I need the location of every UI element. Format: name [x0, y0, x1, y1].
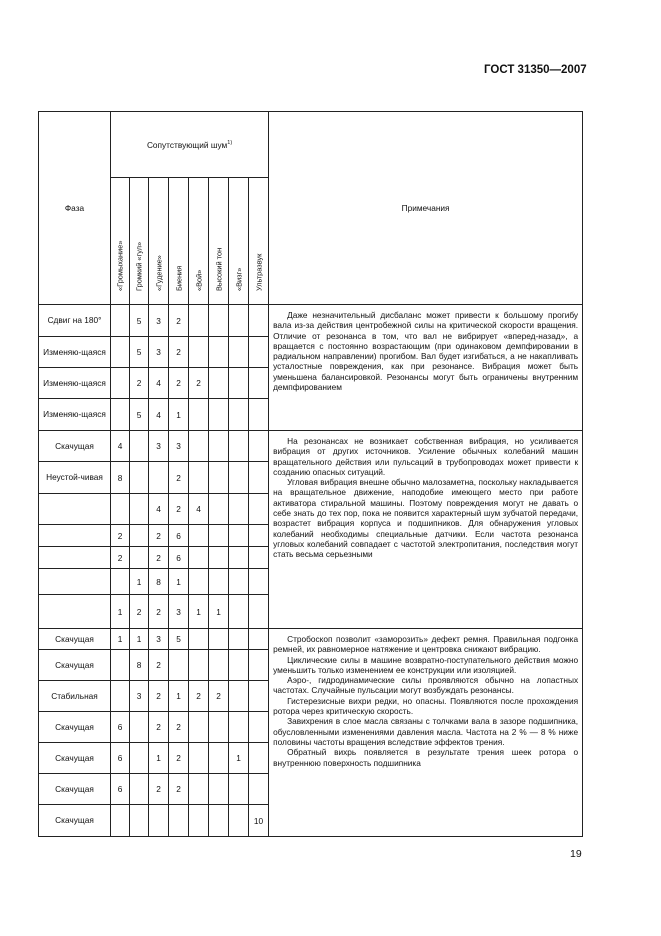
noise-value-cell — [249, 743, 269, 774]
noise-value-cell: 6 — [111, 743, 130, 774]
noise-value-cell: 2 — [169, 712, 189, 743]
noise-value-cell — [130, 547, 149, 569]
noise-value-cell — [229, 399, 249, 431]
noise-value-cell — [229, 650, 249, 681]
noise-value-cell — [189, 569, 209, 595]
noise-value-cell — [130, 431, 149, 462]
phase-cell: Скачущая — [39, 743, 111, 774]
noise-value-cell — [229, 494, 249, 525]
noise-value-cell — [209, 569, 229, 595]
noise-value-cell: 2 — [111, 525, 130, 547]
noise-value-cell — [111, 337, 130, 368]
note-paragraph: Гистерезисные вихри редки, но опасны. Появляются после прохождения ротора через критическую скорость. — [273, 695, 579, 717]
note-paragraph: Аэро-, гидродинамические силы проявляются обычно на лопастных частотах. Случайные пульсации могут возбуждать резонансы. — [273, 675, 579, 696]
phase-cell — [39, 547, 111, 569]
noise-column-header: «Вой» — [189, 178, 209, 305]
noise-value-cell — [249, 595, 269, 629]
noise-value-cell — [209, 337, 229, 368]
noise-value-cell: 3 — [169, 431, 189, 462]
noise-value-cell — [169, 805, 189, 837]
noise-value-cell — [229, 712, 249, 743]
noise-value-cell — [229, 462, 249, 494]
noise-value-cell — [249, 774, 269, 805]
noise-value-cell — [249, 712, 269, 743]
noise-value-cell: 3 — [149, 629, 169, 650]
noise-value-cell: 1 — [111, 595, 130, 629]
noise-column-header: «Визг» — [229, 178, 249, 305]
noise-value-cell: 2 — [130, 595, 149, 629]
noise-value-cell: 5 — [130, 305, 149, 337]
noise-value-cell — [209, 547, 229, 569]
noise-value-cell — [189, 525, 209, 547]
noise-value-cell — [229, 569, 249, 595]
phase-cell — [39, 525, 111, 547]
noise-value-cell: 4 — [149, 399, 169, 431]
noise-value-cell: 3 — [149, 305, 169, 337]
noise-value-cell — [189, 462, 209, 494]
noise-value-cell — [111, 305, 130, 337]
noise-value-cell — [149, 805, 169, 837]
noise-value-cell — [209, 399, 229, 431]
notes-cell — [269, 305, 583, 431]
noise-value-cell — [189, 431, 209, 462]
noise-value-cell: 6 — [169, 525, 189, 547]
noise-value-cell — [249, 337, 269, 368]
notes-cell — [269, 431, 583, 629]
noise-value-cell — [111, 399, 130, 431]
phase-cell: Сдвиг на 180° — [39, 305, 111, 337]
noise-column-header: Ультразвук — [249, 178, 269, 305]
phase-cell: Скачущая — [39, 650, 111, 681]
noise-value-cell: 2 — [149, 595, 169, 629]
noise-value-cell: 2 — [169, 337, 189, 368]
noise-value-cell: 2 — [149, 650, 169, 681]
noise-value-cell — [249, 629, 269, 650]
noise-value-cell: 1 — [209, 595, 229, 629]
noise-value-cell: 1 — [169, 399, 189, 431]
table-row — [39, 305, 583, 337]
noise-value-cell — [229, 337, 249, 368]
noise-value-cell — [209, 712, 229, 743]
noise-value-cell — [189, 547, 209, 569]
noise-value-cell: 3 — [169, 595, 189, 629]
noise-value-cell — [229, 431, 249, 462]
noise-value-cell — [209, 462, 229, 494]
noise-value-cell — [130, 712, 149, 743]
noise-value-cell — [130, 525, 149, 547]
note-paragraph: Завихрения в слое масла связаны с толчками вала в зазоре подшипника, обусловленными изменениями давления масла. Частота на 2 % — 8 % ниже половины частоты вращения вследствие эффектов трения. — [273, 716, 579, 747]
noise-value-cell — [189, 774, 209, 805]
noise-value-cell — [130, 494, 149, 525]
noise-value-cell — [209, 650, 229, 681]
noise-value-cell — [209, 525, 229, 547]
noise-value-cell: 2 — [169, 774, 189, 805]
noise-column-header: «Гудение» — [149, 178, 169, 305]
noise-value-cell — [189, 805, 209, 837]
noise-value-cell — [209, 629, 229, 650]
noise-value-cell: 1 — [169, 681, 189, 712]
noise-value-cell — [111, 805, 130, 837]
noise-value-cell — [249, 368, 269, 399]
noise-value-cell — [249, 569, 269, 595]
noise-value-cell — [189, 743, 209, 774]
noise-value-cell — [249, 494, 269, 525]
noise-value-cell: 4 — [149, 494, 169, 525]
noise-value-cell — [149, 462, 169, 494]
phase-cell: Скачущая — [39, 431, 111, 462]
noise-value-cell — [189, 650, 209, 681]
vibration-table — [38, 111, 583, 837]
noise-value-cell — [229, 629, 249, 650]
note-paragraph: Циклические силы в машине возвратно-поступательного действия можно уменьшить только изменением ее конструкции или изоляцией. — [273, 654, 579, 675]
noise-value-cell — [189, 629, 209, 650]
noise-value-cell: 2 — [149, 547, 169, 569]
noise-value-cell: 10 — [249, 805, 269, 837]
noise-value-cell — [229, 368, 249, 399]
noise-value-cell: 2 — [169, 368, 189, 399]
noise-value-cell — [130, 462, 149, 494]
phase-cell: Скачущая — [39, 774, 111, 805]
phase-cell: Изменяю-щаяся — [39, 368, 111, 399]
noise-value-cell — [209, 743, 229, 774]
noise-value-cell — [249, 399, 269, 431]
noise-value-cell: 8 — [130, 650, 149, 681]
noise-value-cell — [209, 368, 229, 399]
noise-value-cell: 1 — [111, 629, 130, 650]
noise-value-cell: 1 — [169, 569, 189, 595]
noise-value-cell: 2 — [209, 681, 229, 712]
noise-value-cell — [111, 494, 130, 525]
page-number: 19 — [570, 848, 582, 860]
noise-value-cell — [111, 368, 130, 399]
noise-value-cell — [229, 525, 249, 547]
noise-value-cell: 6 — [111, 774, 130, 805]
phase-cell: Изменяю-щаяся — [39, 337, 111, 368]
noise-value-cell — [189, 305, 209, 337]
phase-cell: Стабильная — [39, 681, 111, 712]
table-row — [39, 431, 583, 462]
standard-number: ГОСТ 31350—2007 — [484, 64, 587, 76]
noise-value-cell: 2 — [169, 462, 189, 494]
noise-value-cell — [130, 774, 149, 805]
note-paragraph: Стробоскоп позволит «заморозить» дефект ремня. Правильная подгонка ремней, их равномерное натяжение и центровка снижают вибрацию. — [273, 634, 579, 655]
noise-value-cell — [229, 547, 249, 569]
noise-value-cell — [229, 681, 249, 712]
noise-column-header: Биения — [169, 178, 189, 305]
noise-value-cell — [229, 774, 249, 805]
noise-value-cell: 6 — [169, 547, 189, 569]
noise-value-cell — [189, 712, 209, 743]
noise-value-cell: 5 — [169, 629, 189, 650]
noise-value-cell — [229, 305, 249, 337]
noise-value-cell — [209, 494, 229, 525]
noise-value-cell — [249, 650, 269, 681]
phase-cell: Неустой-чивая — [39, 462, 111, 494]
noise-value-cell — [130, 805, 149, 837]
noise-value-cell: 1 — [149, 743, 169, 774]
noise-value-cell: 2 — [130, 368, 149, 399]
noise-value-cell — [229, 595, 249, 629]
noise-header: Сопутствующий шум$^{1)}$ — [111, 112, 269, 178]
noise-value-cell: 2 — [111, 547, 130, 569]
phase-header: Фаза — [39, 112, 111, 305]
noise-value-cell: 2 — [169, 494, 189, 525]
noise-value-cell — [209, 774, 229, 805]
noise-value-cell — [189, 399, 209, 431]
noise-value-cell: 4 — [111, 431, 130, 462]
noise-value-cell: 5 — [130, 399, 149, 431]
phase-cell: Изменяю-щаяся — [39, 399, 111, 431]
noise-value-cell: 3 — [149, 337, 169, 368]
noise-value-cell — [189, 337, 209, 368]
noise-value-cell: 1 — [229, 743, 249, 774]
phase-cell: Скачущая — [39, 805, 111, 837]
notes-header: Примечания — [269, 112, 583, 305]
noise-value-cell: 2 — [149, 774, 169, 805]
noise-value-cell: 6 — [111, 712, 130, 743]
phase-cell — [39, 595, 111, 629]
noise-value-cell — [111, 569, 130, 595]
noise-value-cell: 8 — [111, 462, 130, 494]
table-row — [39, 629, 583, 650]
noise-value-cell: 4 — [189, 494, 209, 525]
noise-column-header: Высокий тон — [209, 178, 229, 305]
noise-value-cell: 2 — [149, 681, 169, 712]
phase-cell: Скачущая — [39, 629, 111, 650]
noise-value-cell: 2 — [169, 743, 189, 774]
noise-value-cell: 8 — [149, 569, 169, 595]
noise-value-cell: 1 — [189, 595, 209, 629]
note-paragraph: Угловая вибрация внешне обычно малозаметна, поскольку накладывается на вращательное движение, наподобие имеющего место при работе активатора стиральной машины. Поэтому повреждения могут не давать о себе знать до тех пор, пока не появится характерный шум зубчатой передачи, возрастет вибрация корпуса и подшипников. Для обнаружения угловых колебаний необходимы специальные датчики. Если частота резонанса угловых колебаний совпадает с частотой электропитания, последствия могут стать весьма серьезными — [273, 477, 579, 560]
noise-value-cell — [249, 681, 269, 712]
noise-value-cell — [209, 305, 229, 337]
noise-column-header: Громкий «гул» — [130, 178, 149, 305]
noise-value-cell: 2 — [189, 681, 209, 712]
noise-value-cell — [169, 650, 189, 681]
note-paragraph: Даже незначительный дисбаланс может привести к большому прогибу вала из-за действия центробежной силы на критической скорости вращения. Отличие от резонанса в том, что вал не вибрирует «вперед-назад», а вращается с постоянно возрастающим (при одинаковом демпфировании в радиальном направлении) прогибом. Вал будет изгибаться, а не накапливать усталостные повреждения, как при резонансе. Вибрация может быть уменьшена балансировкой. Резонансы могут быть ограничены внутренним демпфированием — [273, 310, 579, 393]
note-paragraph: Обратный вихрь появляется в результате трения шеек ротора о внутреннюю поверхность подшипника — [273, 747, 579, 768]
noise-value-cell — [111, 650, 130, 681]
noise-value-cell: 5 — [130, 337, 149, 368]
noise-value-cell: 3 — [149, 431, 169, 462]
noise-value-cell: 4 — [149, 368, 169, 399]
noise-value-cell — [111, 681, 130, 712]
noise-value-cell — [209, 431, 229, 462]
notes-cell — [269, 629, 583, 837]
noise-value-cell — [249, 431, 269, 462]
noise-value-cell: 3 — [130, 681, 149, 712]
noise-value-cell — [249, 305, 269, 337]
noise-value-cell: 1 — [130, 629, 149, 650]
phase-cell: Скачущая — [39, 712, 111, 743]
noise-value-cell — [249, 525, 269, 547]
noise-value-cell: 1 — [130, 569, 149, 595]
note-paragraph: На резонансах не возникает собственная вибрация, но усиливается вибрация от других источников. Усиление обычных колебаний машин вращательного действия или пульсаций в трубопроводах может привести к созданию опасных ситуаций. — [273, 436, 579, 477]
noise-value-cell: 2 — [149, 712, 169, 743]
noise-value-cell — [209, 805, 229, 837]
noise-column-header: «Громыхание» — [111, 178, 130, 305]
noise-value-cell: 2 — [189, 368, 209, 399]
noise-value-cell — [249, 462, 269, 494]
noise-value-cell: 2 — [169, 305, 189, 337]
noise-value-cell — [229, 805, 249, 837]
noise-value-cell — [249, 547, 269, 569]
phase-cell — [39, 494, 111, 525]
noise-value-cell — [130, 743, 149, 774]
phase-cell — [39, 569, 111, 595]
noise-value-cell: 2 — [149, 525, 169, 547]
